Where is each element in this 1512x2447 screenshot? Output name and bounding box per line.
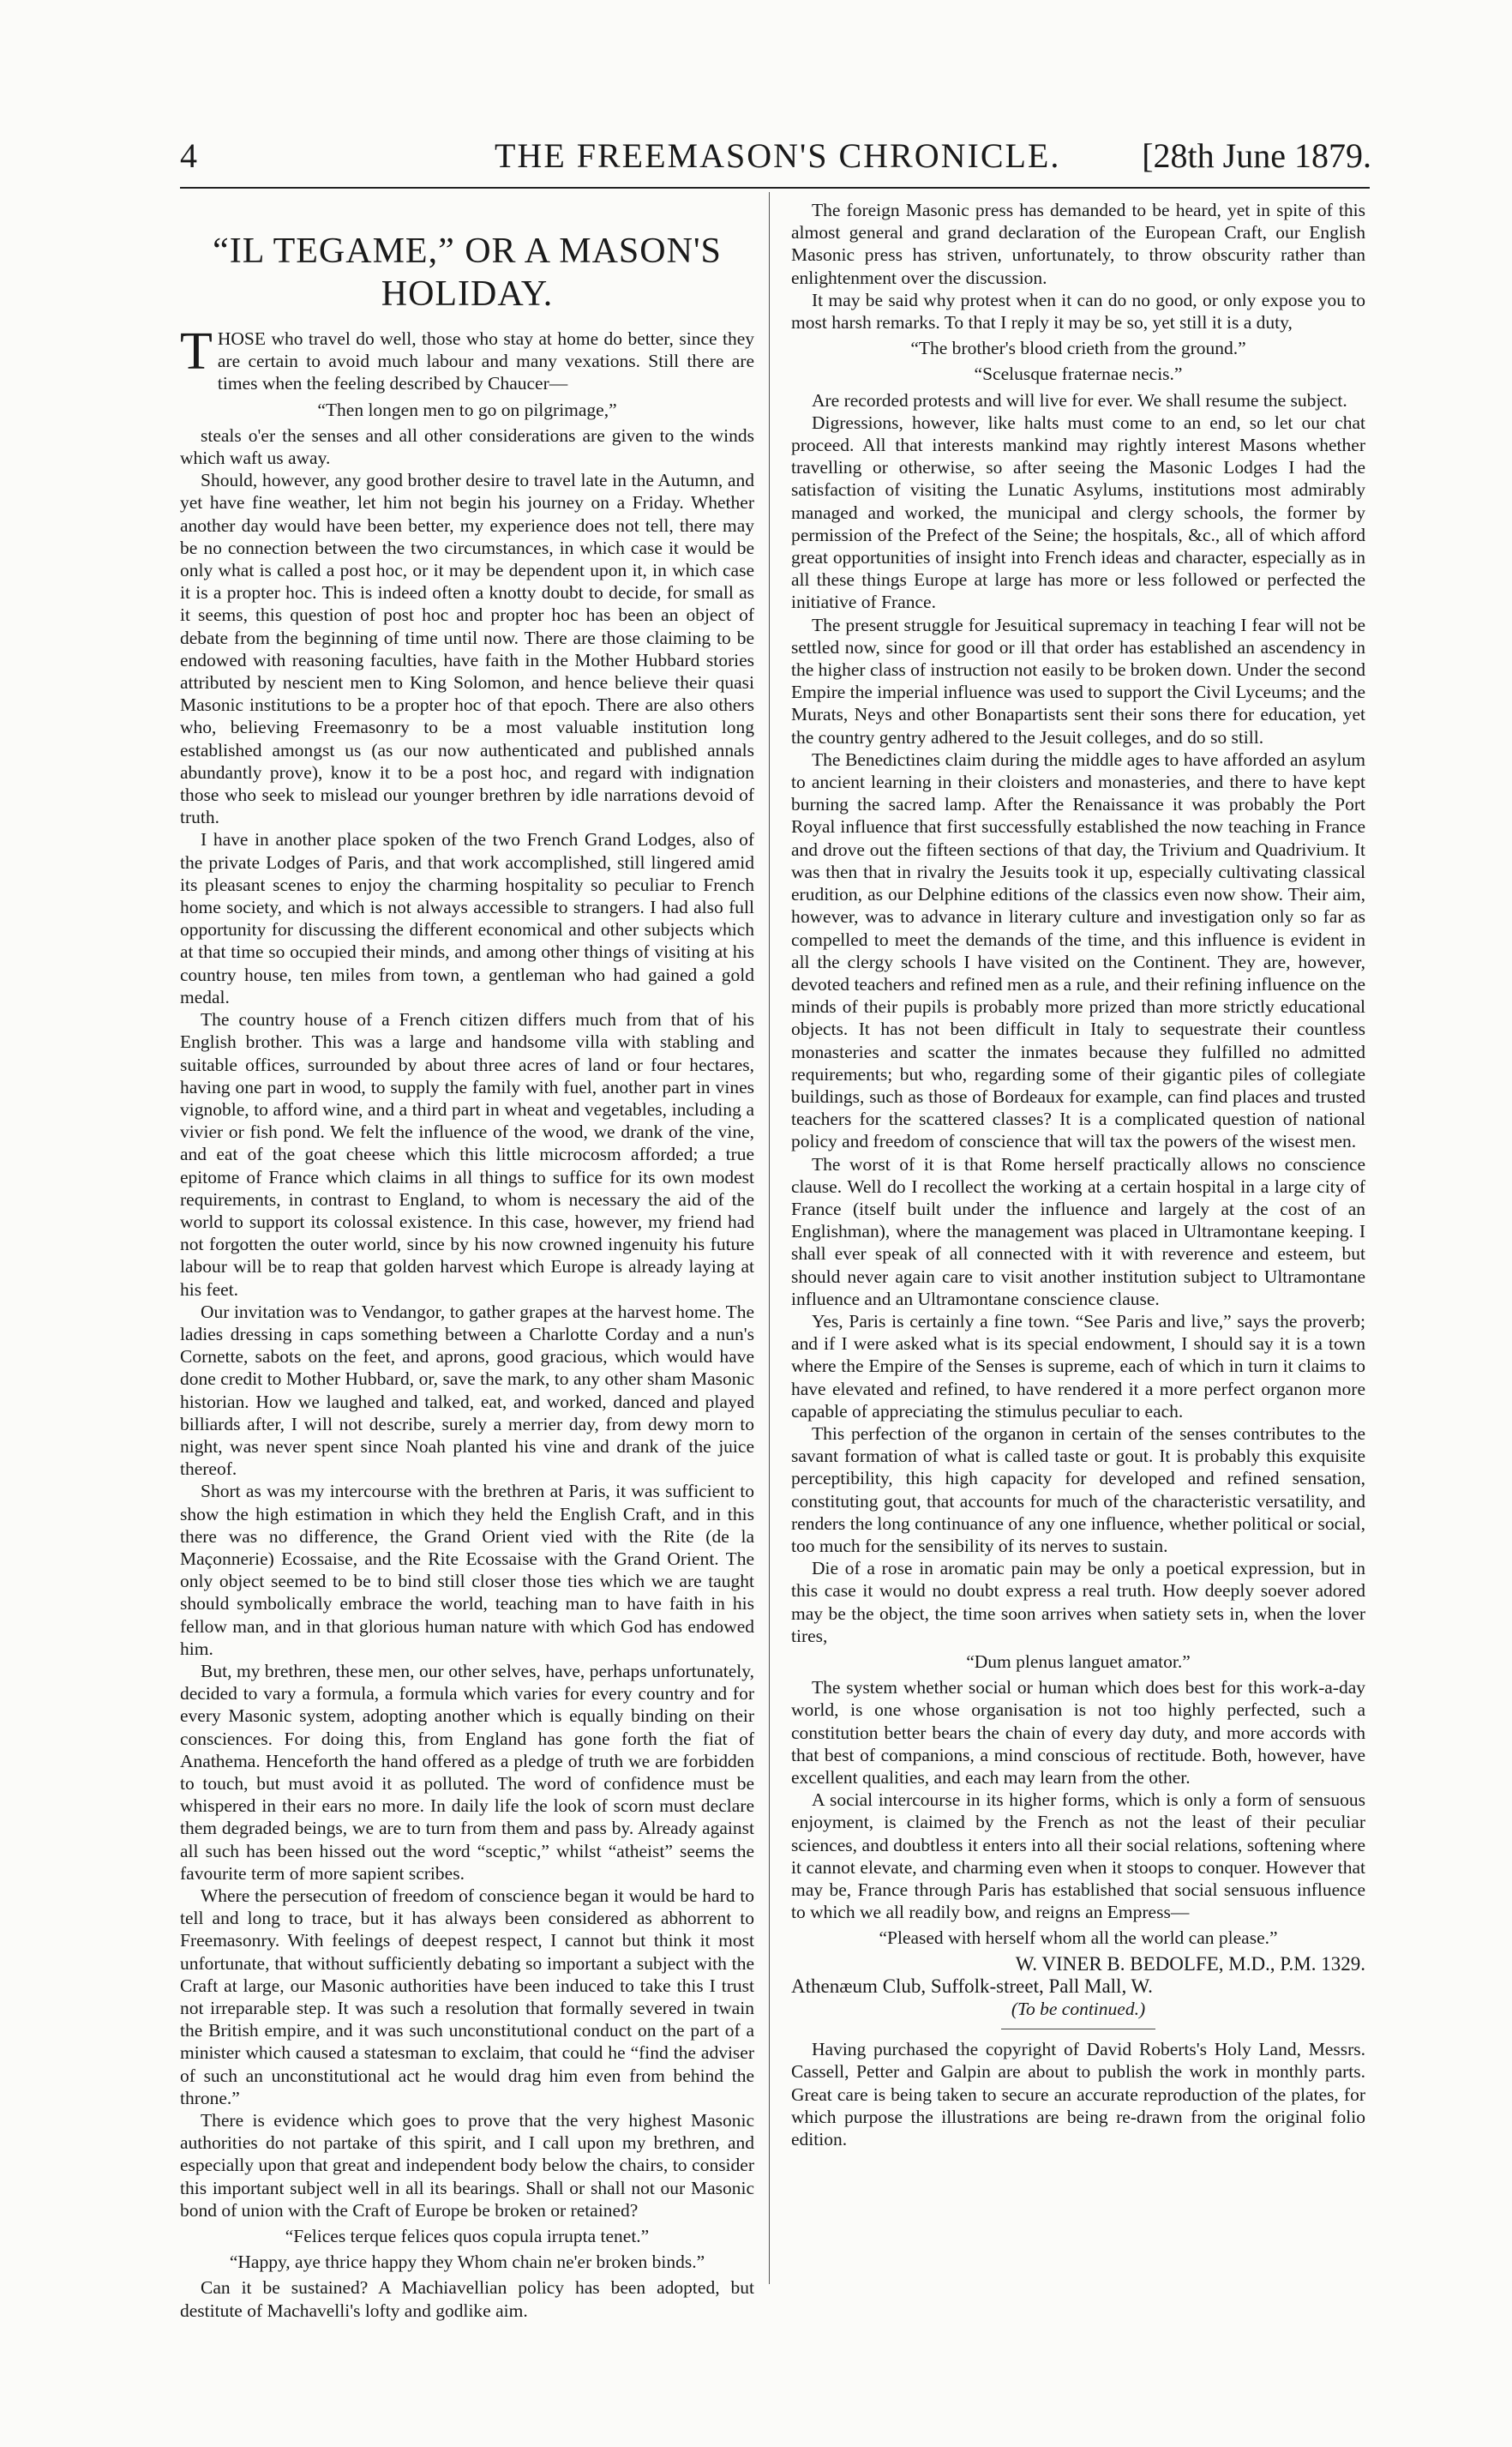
verse-quote: “Felices terque felices quos copula irrupta tenet.”: [285, 2226, 650, 2247]
paragraph: I have in another place spoken of the two French Grand Lodges, also of the private Lodges of Paris, and that work accomplished, still lingered amid its pleasant scenes to enjoy the charming hospitality so peculiar to French home society, and which is not always accessible to strangers. I had also full opportunity for discussing the different economical and other subjects which at that time so occupied their minds, and among other things of visiting at his country house, ten miles from town, a gentleman who had gained a gold medal.: [180, 829, 754, 1007]
page-number: 4: [180, 136, 197, 175]
paragraph: This perfection of the organon in certain of the senses contributes to the savant formation of what is called taste or gout. It is probably this exquisite perceptibility, this high capacity for developed and refined sensation, constituting gout, that accounts for much of the characteristic versatility, and renders the long continuance of any one influence, whether political or social, too much for the sensibility of its nerves to sustain.: [791, 1422, 1365, 1556]
article-title: “IL TEGAME,” OR A MASON'S HOLIDAY.: [213, 231, 722, 314]
paragraph: Can it be sustained? A Machiavellian policy has been adopted, but destitute of Machavelli's lofty and godlike aim.: [180, 2277, 754, 2321]
verse-quote: “Happy, aye thrice happy they Whom chain ne'er broken binds.”: [229, 2252, 705, 2273]
publication-notice: Having purchased the copyright of David Roberts's Holy Land, Messrs. Cassell, Petter and Galpin are about to publish the work in monthly parts. Great care is being taken to secure an accurate reproduction of the plates, for which purpose the illustrations are being re-drawn from the original folio edition.: [791, 2039, 1365, 2150]
verse-quote: “Pleased with herself whom all the world can please.”: [879, 1927, 1278, 1949]
verse-quote: “Then longen men to go on pilgrimage,”: [317, 399, 617, 420]
paragraph: It may be said why protest when it can do no good, or only expose you to most harsh remarks. To that I reply it may be so, yet still it is a duty,: [791, 289, 1365, 334]
header-rule: [180, 187, 1370, 189]
paragraph: Short as was my intercourse with the brethren at Paris, it was sufficient to show the high estimation in which they held the English Craft, and in this there was no difference, the Grand Orient vied with the Rite (de la Maçonnerie) Ecossaise, and the Rite Ecossaise with the Grand Orient. The only object seemed to be to bind still closer those ties which we are taught should symbolically embrace the world, teaching man to have faith in his fellow man, and in that glorious human nature with which God has endowed him.: [180, 1481, 754, 1659]
paragraph: A social intercourse in its higher forms, which is only a form of sensuous enjoyment, is claimed by the French as not the least of their peculiar sciences, and doubtless it enters into all their social relations, softening where it cannot elevate, and charming even when it stoops to conquer. However that may be, France through Paris has established that social sensuous influence to which we all readily bow, and reigns an Empress—: [791, 1789, 1365, 1923]
paragraph: steals o'er the senses and all other considerations are given to the winds which waft us away.: [180, 424, 754, 469]
paragraph: The present struggle for Jesuitical supremacy in teaching I fear will not be settled now, since for good or ill that order has established an ascendency in the higher class of instruction not easily to be broken down. Under the second Empire the imperial influence was used to support the Civil Lyceums; and the Murats, Neys and other Bonapartists sent their sons there for education, yet the country gentry adhered to the Jesuit colleges, and do so still.: [791, 614, 1365, 748]
paragraph: Where the persecution of freedom of conscience began it would be hard to tell and long to trace, but it has always been considered as abhorrent to Freemasonry. With feelings of deepest respect, I cannot but think it most unfortunate, that without sufficiently debating so important a subject with the Craft at large, our Masonic authorities have been induced to take this I trust not irreparable step. It was such a resolution that formally severed in twain the British empire, and it was such unconstitutional conduct on the part of a minister which caused a statesman to exclaim, that could he “find the adviser of such an unconstitutional act he would drag him even from behind the throne.”: [180, 1885, 754, 2108]
issue-date: [28th June 1879.: [1142, 136, 1371, 175]
verse-quote: “Dum plenus languet amator.”: [966, 1651, 1191, 1672]
masthead: [171, 135, 1371, 180]
paragraph: But, my brethren, these men, our other selves, have, perhaps unfortunately, decided to vary a formula, a formula which varies for every country and for every Masonic system, adopting another which is equally binding on their consciences. For doing this, from England has gone forth the fiat of Anathema. Henceforth the hand offered as a pledge of truth we are forbidden to touch, but must avoid it as polluted. The word of confidence must be whispered in their ears no more. In daily life the look of scorn must declare them degraded beings, we are to turn from them and pass by. Already against all such has been hissed out the word “sceptic,” whilst “atheist” seems the favourite term of more sapient scribes.: [180, 1660, 754, 1884]
paragraph: Are recorded protests and will live for ever. We shall resume the subject.: [812, 389, 1347, 411]
paragraph: The worst of it is that Rome herself practically allows no conscience clause. Well do I recollect the working at a certain hospital in a large city of France (itself built under the influence and largely at the cost of an Englishman), where the management was placed in Ultramontane keeping. I shall ever speak of all connected with it with reverence and esteem, but should never again care to visit another institution subject to Ultramontane influence and an Ultramontane conscience clause.: [791, 1153, 1365, 1309]
paragraph: Yes, Paris is certainly a fine town. “See Paris and live,” says the proverb; and if I were asked what is its special endowment, I should say it is a town where the Empire of the Senses is supreme, each of which in turn it claims to have elevated and refined, to have rendered it a more perfect organon more capable of appreciating the stimulus peculiar to each.: [791, 1310, 1365, 1422]
paragraph: The Benedictines claim during the middle ages to have afforded an asylum to ancient learning in their cloisters and monasteries, and there to have kept burning the sacred lamp. After the Renaissance it was probably the Port Royal influence that first successfully established the now teaching in France and drove out the fifteen sections of that day, the Trivium and Quadrivium. It was then that in rivalry the Jesuits took it up, especially cultivating classical erudition, as our Delphine editions of the classics even now show. Their aim, however, was to advance in literary culture and investigation only so far as compelled to meet the demands of the time, and this influence is evident in all the clergy schools I have visited on the Continent. They are, however, devoted teachers and refined men as a rule, and their refining influence on the minds of their pupils is probably more prized than more strictly educational objects. It has not been difficult in Italy to sequestrate their countless monasteries and scatter the inmates because they fulfilled no admitted requirements; but who, regarding some of their gigantic piles of collegiate buildings, such as those of Bordeaux for example, can find places and trusted teachers for the scattered classes? It is a complicated question of national policy and freedom of conscience that will tax the powers of the wisest men.: [791, 749, 1365, 1152]
paragraph: The foreign Masonic press has demanded to be heard, yet in spite of this almost general and grand declaration of the European Craft, our English Masonic press has striven, unfortunately, to throw obscurity rather than enlightenment over the discussion.: [791, 200, 1365, 288]
author-address: Athenæum Club, Suffolk-street, Pall Mall, W.: [791, 1975, 1153, 1997]
newspaper-title: THE FREEMASON'S CHRONICLE.: [495, 136, 1061, 175]
verse-quote: “The brother's blood crieth from the ground.”: [910, 338, 1246, 359]
paragraph: Die of a rose in aromatic pain may be only a poetical expression, but in this case it would no doubt express a real truth. How deeply soever adored may be the object, the time soon arrives when satiety sets in, when the lover tires,: [791, 1558, 1365, 1646]
paragraph-text: HOSE who travel do well, those who stay at home do better, since they are certain to avoid much labour and many vexations. Still there are times when the feeling described by Chaucer—: [217, 328, 754, 394]
lead-paragraph: [180, 322, 754, 395]
paragraph: Should, however, any good brother desire to travel late in the Autumn, and yet have fine weather, let him not begin his journey on a Friday. Whether another day would have been better, my experience does not tell, there may be no connection between the two circumstances, in which case it would be only what is called a post hoc, or it may be dependent upon it, in which case it is a propter hoc. This is indeed often a knotty doubt to decide, for small as it seems, this question of post hoc and propter hoc has been an object of debate from the beginning of time until now. There are those claiming to be endowed with reasoning faculties, have faith in the Mother Hubbard stories attributed by nescient men to King Solomon, and hence believe their quasi Masonic institutions to be a propter hoc of that epoch. There are also others who, believing Freemasonry to be a most valuable institution long established amongst us (as our now authenticated and published annals abundantly prove), know it to be a post hoc, and regard with indignation those who seek to mislead our younger brethren by idle narrations devoid of truth.: [180, 470, 754, 828]
paragraph: Our invitation was to Vendangor, to gather grapes at the harvest home. The ladies dressing in caps something between a Charlotte Corday and a nun's Cornette, sabots on the feet, and aprons, good gracious, which would have done credit to Mother Hubbard, or, save the mark, to any other sham Masonic historian. How we laughed and talked, eat, and worked, danced and played billiards after, I will not describe, surely a merrier day, from dewy morn to night, was never spent since Noah planted his vine and drank of the juice thereof.: [180, 1301, 754, 1480]
paragraph: The system whether social or human which does best for this work-a-day world, is one whose organisation is not too highly perfected, such a constitution better bears the chain of every day duty, and more accords with that best of companions, a mind conscious of rectitude. Both, however, have excellent qualities, and each may learn from the other.: [791, 1677, 1365, 1789]
paragraph: There is evidence which goes to prove that the very highest Masonic authorities do not partake of this spirit, and I call upon my brethren, and especially upon that great and independent body below the chairs, to consider this important subject well in all its bearings. Shall or shall not our Masonic bond of union with the Craft of Europe be broken or retained?: [180, 2110, 754, 2221]
drop-cap: T: [180, 322, 213, 381]
paragraph: Digressions, however, like halts must come to an end, so let our chat proceed. All that interests mankind may rightly interest Masons whether travelling or otherwise, so after seeing the Masonic Lodges I had the satisfaction of visiting the Lunatic Asylums, institutions most admirably managed and worked, the municipal and clergy schools, the former by permission of the Prefect of the Seine; the hospitals, &c., all of which afford great opportunities of insight into French ideas and character, especially as in all these things Europe at large has more or less followed or perfected the initiative of France.: [791, 412, 1365, 613]
continued-note: (To be continued.): [1011, 1999, 1146, 2020]
right-column: [791, 199, 1365, 2282]
left-column: [180, 199, 754, 2321]
paragraph: The country house of a French citizen differs much from that of his English brother. This was a large and handsome villa with stabling and suitable offices, surrounded by about three acres of land or four hectares, having one part in wood, to supply the family with fuel, another part in vines vignoble, to afford wine, and a third part in wheat and vegetables, including a vivier or fish pond. We felt the influence of the wood, we drank of the vine, and eat of the goat cheese which this little microcosm afforded; a true epitome of France which claims in all things to suffice for its own modest requirements, in contrast to England, to whom is necessary the aid of the world to support its colossal existence. In this case, however, my friend had not forgotten the outer world, since by his now crowned ingenuity his future labour will be to reap that golden harvest which Europe is already laying at his feet.: [180, 1009, 754, 1300]
author-signature: W. VINER B. BEDOLFE, M.D., P.M. 1329.: [1015, 1952, 1365, 1975]
verse-quote: “Scelusque fraternae necis.”: [974, 364, 1183, 385]
column-divider: [769, 192, 770, 2284]
